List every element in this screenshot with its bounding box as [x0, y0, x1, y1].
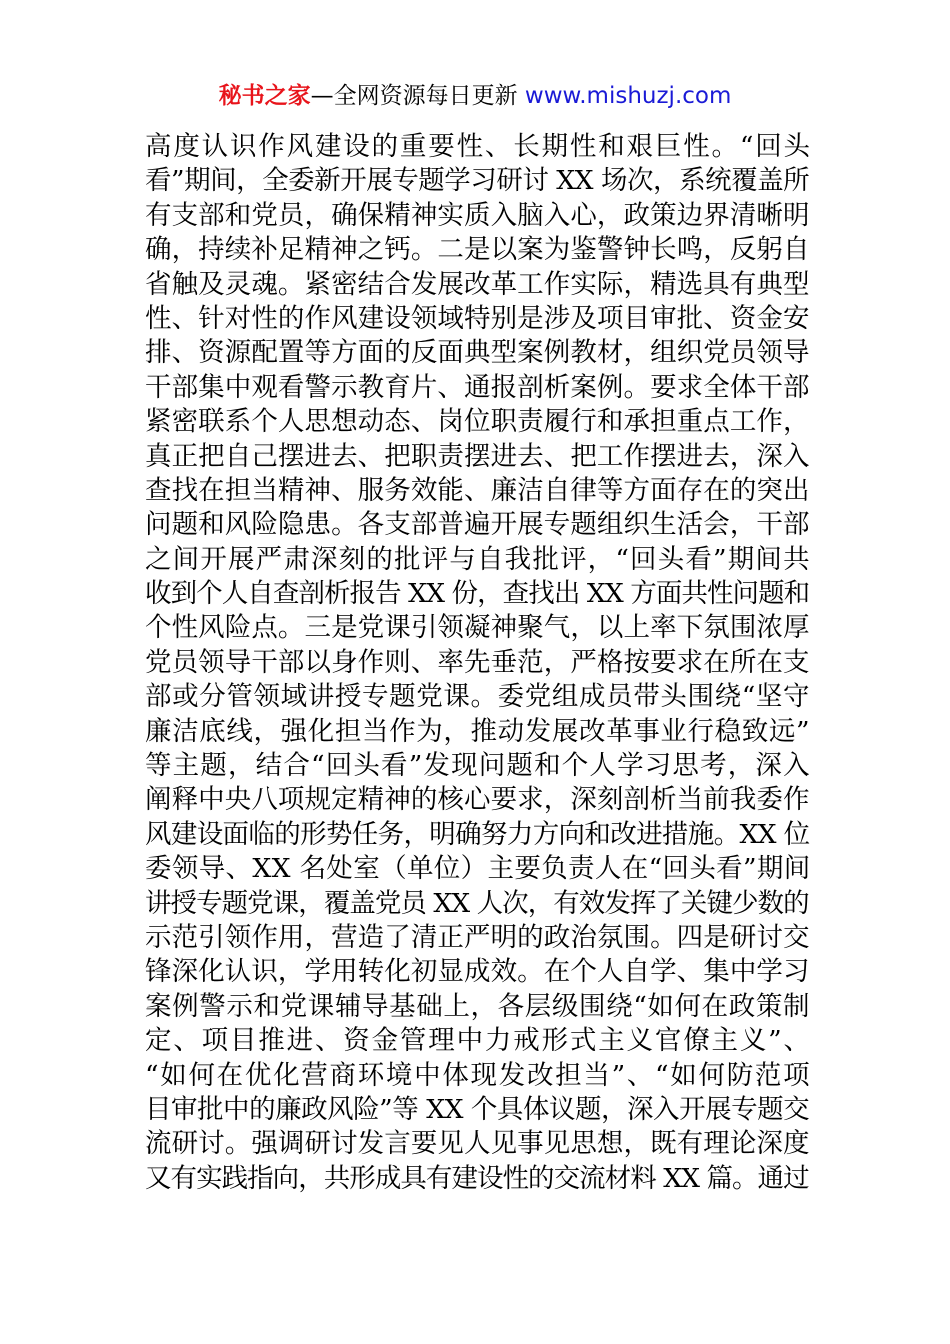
text-line: 又有实践指向，共形成具有建设性的交流材料 XX 篇。通过	[145, 1162, 809, 1194]
text-line: 等主题，结合“回头看”发现问题和个人学习思考，深入	[145, 750, 811, 782]
text-line: 个性风险点。三是党课引领凝神聚气，以上率下氛围浓厚	[145, 612, 810, 644]
text-line: 部或分管领域讲授专题党课。委党组成员带头围绕“坚守	[145, 681, 811, 713]
text-line: 省触及灵魂。紧密结合发展改革工作实际，精选具有典型	[145, 268, 810, 300]
text-line: 定、项目推进、资金管理中力戒形式主义官僚主义”、	[145, 1025, 812, 1057]
text-line: 案例警示和党课辅导基础上，各层级围绕“如何在政策制	[145, 990, 811, 1022]
text-line: 示范引领作用，营造了清正严明的政治氛围。四是研讨交	[145, 921, 810, 953]
text-line: “如何在优化营商环境中体现发改担当”、“如何防范项	[145, 1059, 812, 1091]
text-line: 收到个人自查剖析报告 XX 份，查找出 XX 方面共性问题和	[145, 578, 810, 610]
text-line: 排、资源配置等方面的反面典型案例教材，组织党员领导	[145, 337, 810, 369]
text-line: 紧密联系个人思想动态、岗位职责履行和承担重点工作，	[145, 406, 810, 438]
text-line: 流研讨。强调研讨发言要见人见事见思想，既有理论深度	[145, 1128, 810, 1160]
text-line: 高度认识作风建设的重要性、长期性和艰巨性。“回头	[145, 131, 812, 162]
text-line: 廉洁底线，强化担当作为，推动发展改革事业行稳致远”	[145, 715, 811, 747]
text-line: 确，持续补足精神之钙。二是以案为鉴警钟长鸣，反躬自	[145, 234, 810, 266]
text-line: 看”期间，全委新开展专题学习研讨 XX 场次，系统覆盖所	[145, 165, 810, 197]
text-line: 有支部和党员，确保精神实质入脑入心，政策边界清晰明	[145, 199, 810, 231]
text-line: 之间开展严肃深刻的批评与自我批评，“回头看”期间共	[145, 543, 811, 575]
text-line: 锋深化认识，学用转化初显成效。在个人自学、集中学习	[145, 956, 810, 988]
text-line: 真正把自己摆进去、把职责摆进去、把工作摆进去，深入	[145, 440, 810, 472]
text-line: 阐释中央八项规定精神的核心要求，深刻剖析当前我委作	[145, 784, 810, 816]
text-line: 查找在担当精神、服务效能、廉洁自律等方面存在的突出	[145, 474, 810, 506]
text-line: 讲授专题党课，覆盖党员 XX 人次，有效发挥了关键少数的	[145, 887, 809, 919]
text-line: 性、针对性的作风建设领域特别是涉及项目审批、资金安	[145, 302, 810, 334]
header-tagline: —全网资源每日更新	[310, 83, 518, 109]
text-line: 问题和风险隐患。各支部普遍开展专题组织生活会，干部	[145, 509, 810, 541]
text-line: 目审批中的廉政风险”等 XX 个具体议题，深入开展专题交	[145, 1093, 810, 1125]
text-line: 委领导、XX 名处室（单位）主要负责人在“回头看”期间	[145, 853, 811, 885]
text-line: 干部集中观看警示教育片、通报剖析案例。要求全体干部	[145, 371, 810, 403]
text-line: 党员领导干部以身作则、率先垂范，严格按要求在所在支	[145, 646, 810, 678]
text-line: 风建设面临的形势任务，明确努力方向和改进措施。XX 位	[145, 818, 810, 850]
body-text	[145, 130, 810, 1196]
website-link[interactable]: www.mishuzj.com	[524, 83, 732, 109]
brand-name: 秘书之家	[218, 83, 311, 109]
page-header	[0, 80, 950, 112]
